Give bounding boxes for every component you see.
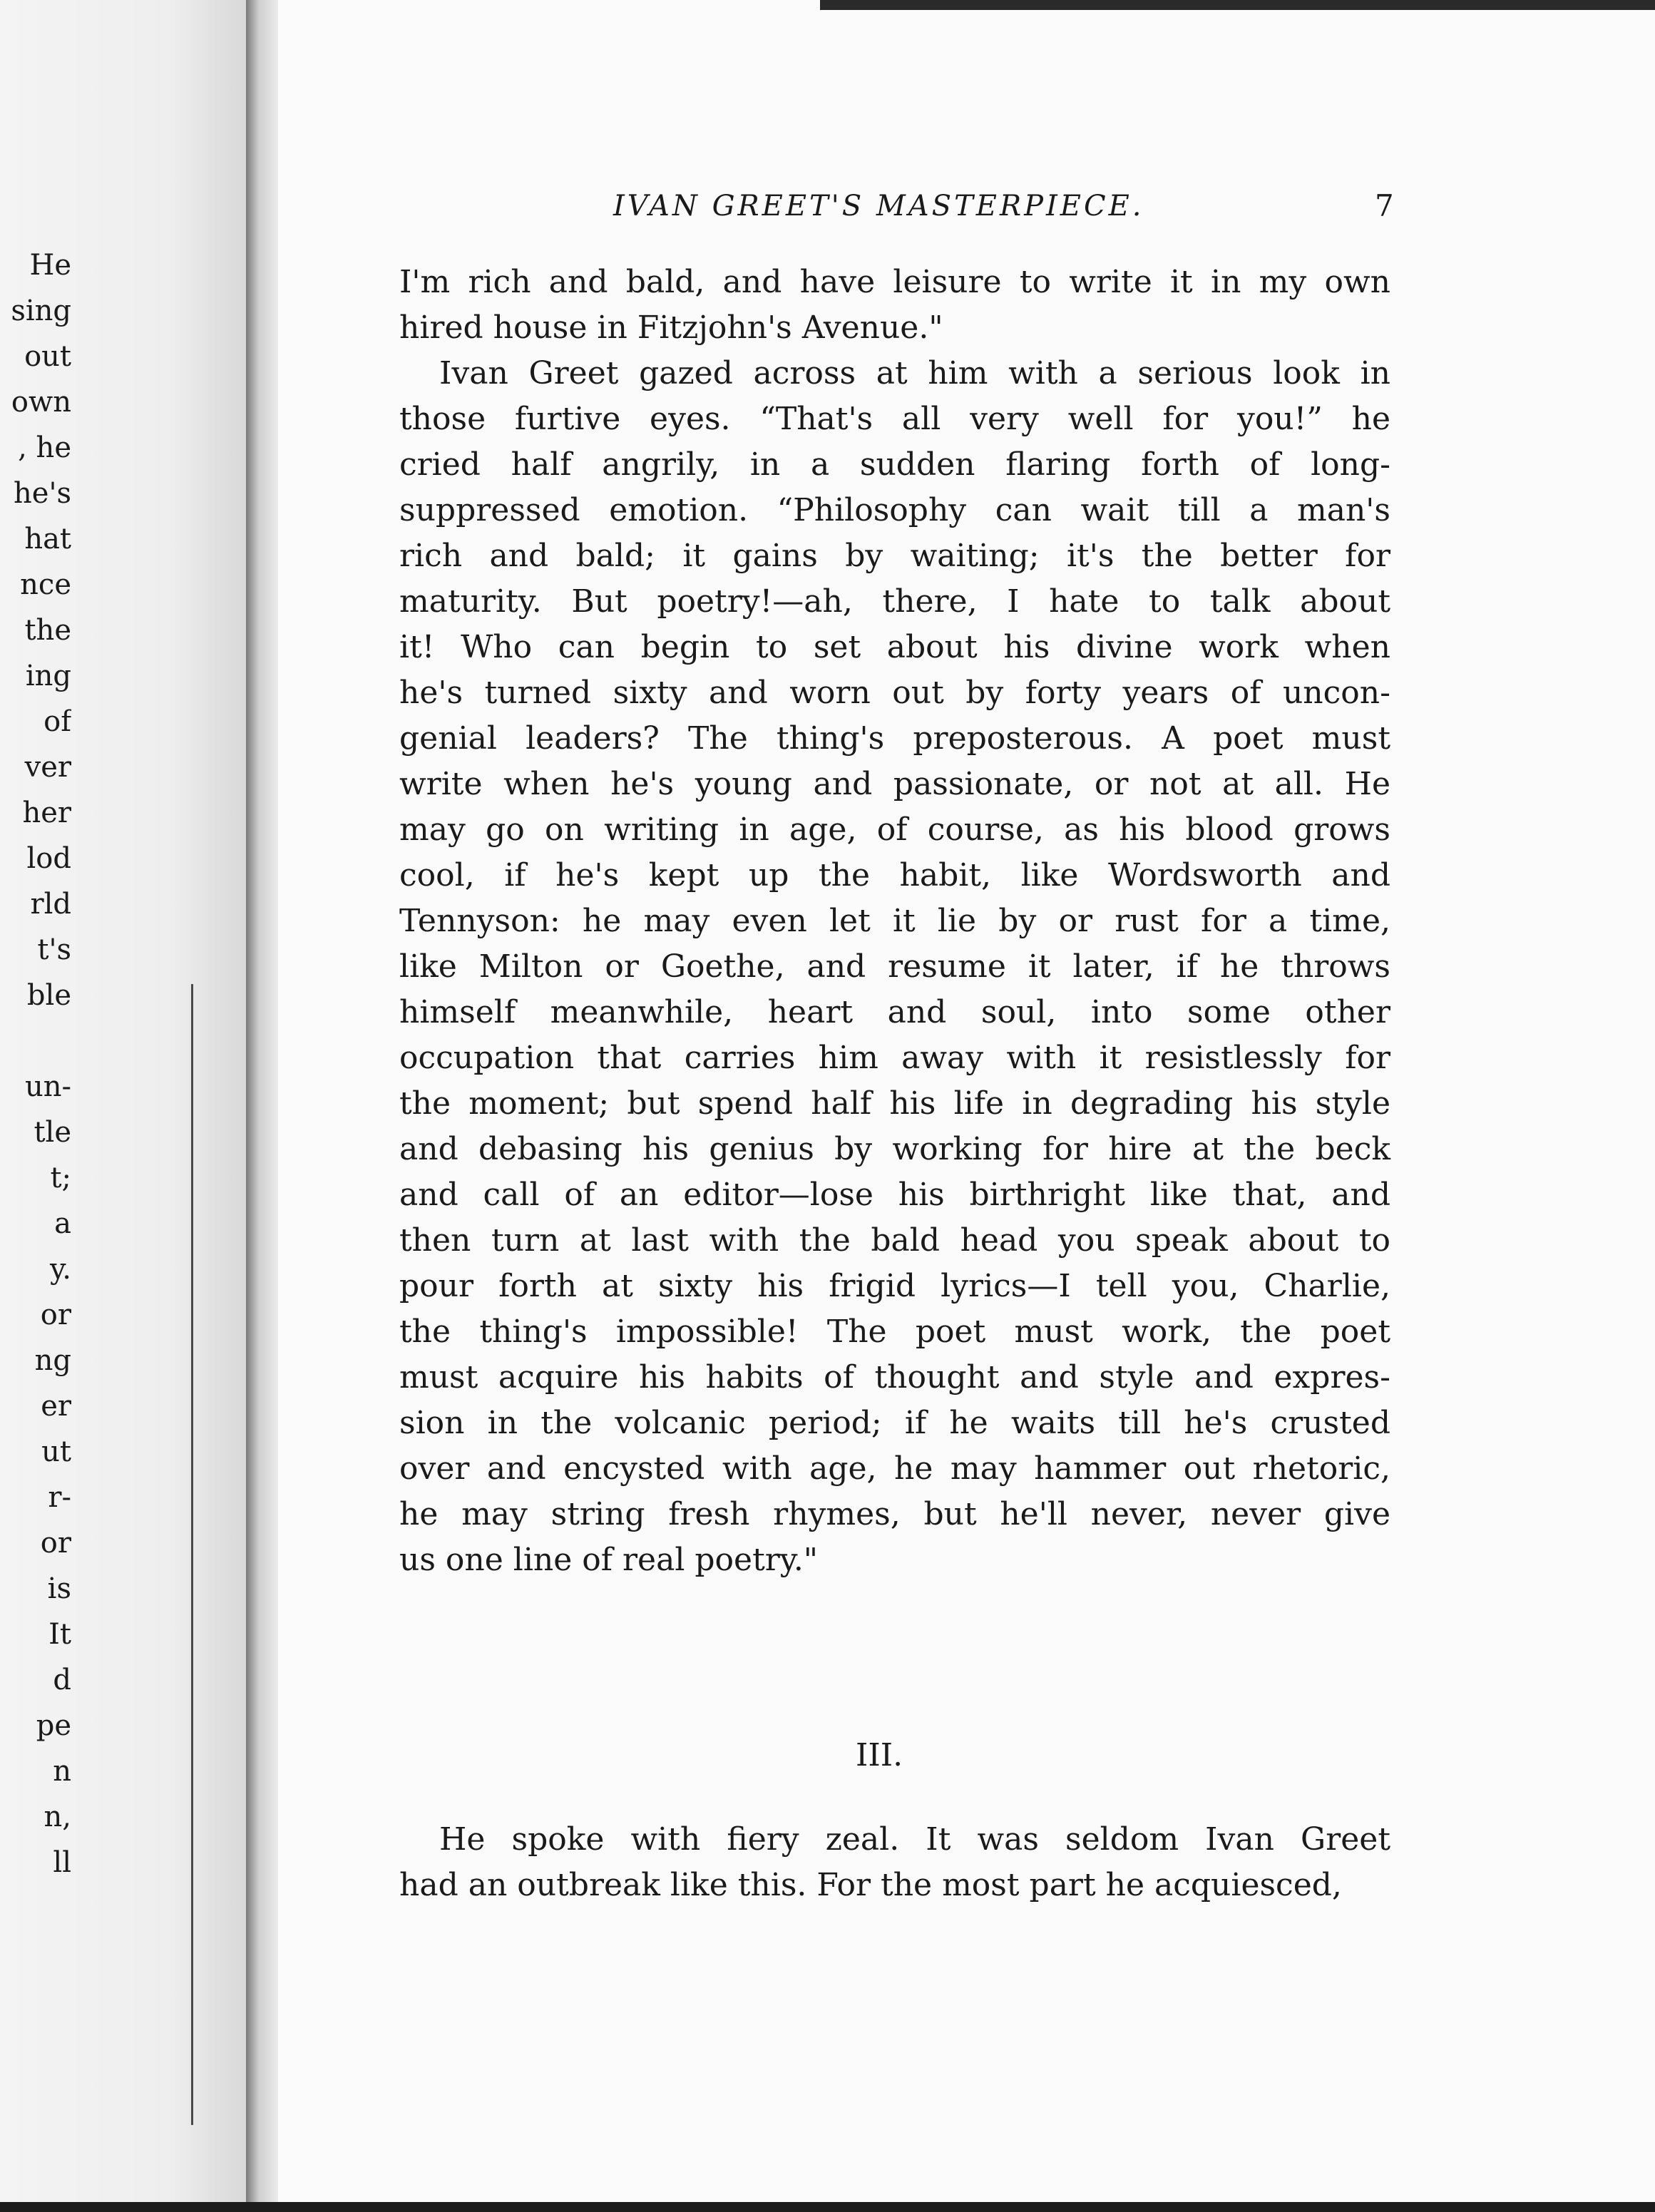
text-line: he may string fresh rhymes, but he'll never, never give	[399, 1496, 1390, 1532]
scan-top-edge	[820, 0, 1655, 10]
left-fragment: he's	[14, 477, 71, 510]
text-line: He spoke with fiery zeal. It was seldom Ivan Greet	[439, 1821, 1390, 1858]
left-fragment: ver	[24, 751, 71, 784]
text-line: genial leaders? The thing's preposterous. A poet must	[399, 720, 1390, 757]
left-fragment: a	[54, 1207, 71, 1240]
left-fragment: r-	[48, 1481, 71, 1514]
text-line: cool, if he's kept up the habit, like Wordsworth and	[399, 857, 1390, 893]
text-line: those furtive eyes. “That's all very well for you!” he	[399, 401, 1390, 437]
text-line: maturity. But poetry!—ah, there, I hate to talk about	[399, 583, 1390, 620]
text-line: us one line of real poetry."	[399, 1542, 819, 1578]
left-fragment: d	[53, 1664, 71, 1696]
text-line: may go on writing in age, of course, as his blood grows	[399, 811, 1390, 848]
text-line: himself meanwhile, heart and soul, into some other	[399, 994, 1390, 1030]
left-fragment: or	[40, 1299, 71, 1331]
page-number: 7	[1375, 188, 1394, 223]
left-fragment: He	[29, 249, 71, 282]
left-fragment: hat	[24, 523, 71, 555]
left-fragment: own	[11, 386, 71, 419]
left-fragment: lod	[26, 842, 71, 875]
text-line: must acquire his habits of thought and style and expres-	[399, 1359, 1390, 1396]
left-fragment: of	[43, 705, 71, 738]
text-line: suppressed emotion. “Philosophy can wait till a man's	[399, 492, 1390, 528]
text-line: then turn at last with the bald head you speak about to	[399, 1222, 1390, 1259]
left-fragment: n,	[43, 1801, 71, 1833]
left-fragment: tle	[34, 1116, 71, 1149]
running-head: IVAN GREET'S MASTERPIECE.	[613, 190, 1144, 222]
body-text	[399, 260, 1390, 1583]
book-gutter	[246, 0, 278, 2212]
body-text-continued	[399, 1817, 1390, 1908]
left-page-text-fragments	[0, 242, 71, 1885]
left-facing-page	[0, 0, 246, 2212]
text-line: the thing's impossible! The poet must work, the poet	[399, 1314, 1390, 1350]
text-line: occupation that carries him away with it resistlessly for	[399, 1040, 1390, 1076]
left-fragment: er	[41, 1390, 71, 1423]
section-number: III.	[856, 1737, 903, 1773]
text-line: he's turned sixty and worn out by forty years of uncon-	[399, 675, 1390, 711]
left-fragment: un-	[24, 1070, 71, 1103]
text-line: cried half angrily, in a sudden flaring forth of long-	[399, 446, 1390, 483]
text-line: like Milton or Goethe, and resume it later, if he throws	[399, 948, 1390, 985]
left-fragment: sing	[11, 295, 71, 327]
left-fragment: ll	[53, 1846, 71, 1879]
text-line: it! Who can begin to set about his divine work when	[399, 629, 1390, 665]
left-fragment: It	[48, 1618, 71, 1651]
text-line: over and encysted with age, he may hammer out rhetoric,	[399, 1450, 1390, 1487]
text-line: Ivan Greet gazed across at him with a serious look in	[439, 355, 1390, 391]
text-line: write when he's young and passionate, or not at all. He	[399, 766, 1390, 802]
left-fragment: t's	[37, 933, 71, 966]
text-line: rich and bald; it gains by waiting; it's the better for	[399, 538, 1390, 574]
text-line: had an outbreak like this. For the most part he acquiesced,	[399, 1867, 1342, 1903]
left-fragment: ble	[26, 979, 71, 1012]
scan-bottom-edge	[0, 2202, 1655, 2212]
gutter-shadow-line	[191, 984, 193, 2125]
left-fragment: her	[22, 797, 71, 829]
left-fragment: ing	[25, 660, 71, 692]
left-fragment: out	[24, 340, 71, 373]
left-fragment: , he	[18, 431, 71, 464]
left-fragment	[0, 1018, 71, 1064]
text-line: pour forth at sixty his frigid lyrics—I tell you, Charlie,	[399, 1268, 1390, 1304]
left-fragment: ng	[34, 1344, 71, 1377]
text-line: the moment; but spend half his life in degrading his style	[399, 1085, 1390, 1122]
left-fragment: is	[47, 1572, 71, 1605]
text-line: sion in the volcanic period; if he waits till he's crusted	[399, 1405, 1390, 1441]
left-fragment: ut	[41, 1435, 71, 1468]
left-fragment: nce	[20, 568, 71, 601]
left-fragment: pe	[36, 1709, 71, 1742]
text-line: hired house in Fitzjohn's Avenue."	[399, 309, 943, 346]
left-fragment: or	[40, 1527, 71, 1560]
left-fragment: the	[24, 614, 71, 647]
text-line: and debasing his genius by working for hire at the beck	[399, 1131, 1390, 1167]
left-fragment: n	[53, 1755, 71, 1788]
left-fragment: y.	[50, 1253, 71, 1286]
text-line: Tennyson: he may even let it lie by or rust for a time,	[399, 903, 1390, 939]
text-line: I'm rich and bald, and have leisure to write it in my own	[399, 264, 1390, 300]
left-fragment: rld	[30, 888, 71, 921]
left-fragment: t;	[50, 1162, 71, 1194]
text-line: and call of an editor—lose his birthright like that, and	[399, 1177, 1390, 1213]
